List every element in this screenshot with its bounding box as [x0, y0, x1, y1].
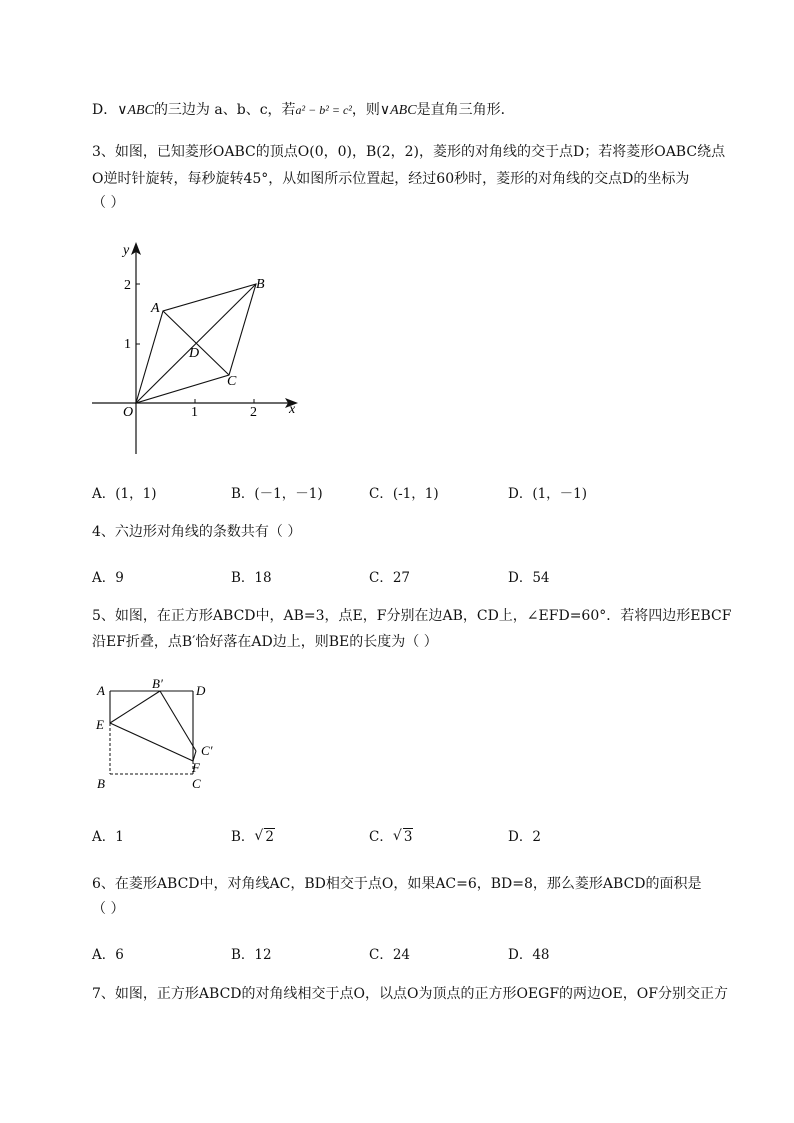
- q4-line-1: 4、六边形对角线的条数共有（ ）: [92, 524, 302, 540]
- point-d-label: D: [189, 346, 200, 361]
- point-a-label: A: [97, 683, 105, 698]
- q6-option-d[interactable]: D．48: [508, 947, 550, 963]
- q3-figure-coordinate-plane: [86, 236, 316, 461]
- q5-line-2: 沿EF折叠，点B′恰好落在AD边上，则BE的长度为（ ）: [92, 634, 438, 650]
- sqrt-icon: [254, 829, 275, 845]
- fold-line-ef: [110, 723, 193, 761]
- q5-option-a[interactable]: A．1: [92, 829, 124, 845]
- q6-options: [92, 943, 652, 963]
- q4-options: [92, 566, 652, 586]
- q6-line-2: （ ）: [92, 901, 125, 917]
- q4-option-a[interactable]: A．9: [92, 570, 124, 586]
- q2d-text-mid2: ，则: [351, 102, 380, 118]
- point-a-label: A: [151, 301, 160, 316]
- q5-option-c-prefix: C．: [369, 829, 393, 845]
- q2d-triangle-2: ∨ABC: [379, 103, 417, 118]
- q4-option-c[interactable]: C．27: [369, 570, 411, 586]
- q5-options: [92, 825, 652, 845]
- q6-option-b[interactable]: B．12: [231, 947, 272, 963]
- q3-line-3: （ ）: [92, 195, 125, 211]
- q2d-text-mid: 的三边为 a、b、c，若: [153, 102, 296, 118]
- point-o-label: O: [123, 405, 134, 420]
- point-b-label: B: [97, 776, 105, 791]
- q6-line-1: 6、在菱形ABCD中，对角线AC，BD相交于点O，如果AC=6，BD=8，那么菱形ABCD的面积是: [92, 876, 702, 892]
- point-b-label: B: [256, 277, 265, 292]
- q4-option-d[interactable]: D．54: [508, 570, 550, 586]
- segment-b-prime-c-prime: [160, 691, 196, 751]
- sqrt-icon: [393, 829, 414, 845]
- q5-figure-square-fold: [92, 674, 232, 794]
- point-c-prime-label: C′: [201, 743, 213, 758]
- y-tick-label-1: 1: [124, 337, 131, 352]
- q3-option-c[interactable]: C．(-1，1): [369, 486, 439, 502]
- x-axis-label: x: [289, 402, 296, 417]
- q7-line-1: 7、如图，正方形ABCD的对角线相交于点O，以点O为顶点的正方形OEGF的两边OE，OF分别交正方: [92, 986, 728, 1002]
- q5-option-b-prefix: B．: [231, 829, 255, 845]
- segment-eb-prime: [110, 691, 160, 723]
- q3-options: [92, 482, 652, 502]
- q5-option-b[interactable]: [231, 825, 275, 845]
- q3-option-d[interactable]: D．(1，－1): [508, 486, 588, 502]
- point-c-label: C: [192, 776, 201, 791]
- q6-option-c[interactable]: C．24: [369, 947, 411, 963]
- q5-option-d[interactable]: D．2: [508, 829, 541, 845]
- point-d-label: D: [196, 683, 206, 698]
- q2-option-d: [92, 101, 515, 120]
- q5-option-c-radicand: 3: [403, 829, 413, 845]
- q4-option-b[interactable]: B．18: [231, 570, 272, 586]
- y-axis-label: y: [123, 243, 130, 258]
- q2d-triangle-1: ∨ABC: [117, 103, 154, 118]
- q2d-prefix: D．: [92, 102, 118, 118]
- point-f-label: F: [192, 760, 200, 775]
- y-tick-label-2: 2: [124, 278, 131, 293]
- point-b-prime-label: B′: [152, 676, 163, 691]
- x-tick-label-2: 2: [250, 405, 257, 420]
- x-tick-label-1: 1: [191, 405, 198, 420]
- q6-option-a[interactable]: A．6: [92, 947, 124, 963]
- point-c-label: C: [227, 374, 237, 389]
- q5-option-c[interactable]: [369, 825, 413, 845]
- q2d-equation: a² − b² = c²: [295, 103, 352, 117]
- q5-line-1: 5、如图，在正方形ABCD中，AB=3，点E，F分别在边AB，CD上，∠EFD=60°．若将四边形EBCF: [92, 608, 732, 624]
- q3-option-b[interactable]: B．(－1，－1): [231, 486, 323, 502]
- q3-line-1: 3、如图，已知菱形OABC的顶点O(0，0)，B(2，2)，菱形的对角线的交于点D；若将菱形OABC绕点: [92, 144, 726, 160]
- q3-option-a[interactable]: A．(1，1): [92, 486, 157, 502]
- q3-line-2: O逆时针旋转，每秒旋转45°，从如图所示位置起，经过60秒时，菱形的对角线的交点D的坐标为: [92, 171, 690, 187]
- q2d-text-post: 是直角三角形．: [416, 102, 515, 118]
- point-e-label: E: [96, 717, 104, 732]
- q5-option-b-radicand: 2: [265, 829, 275, 845]
